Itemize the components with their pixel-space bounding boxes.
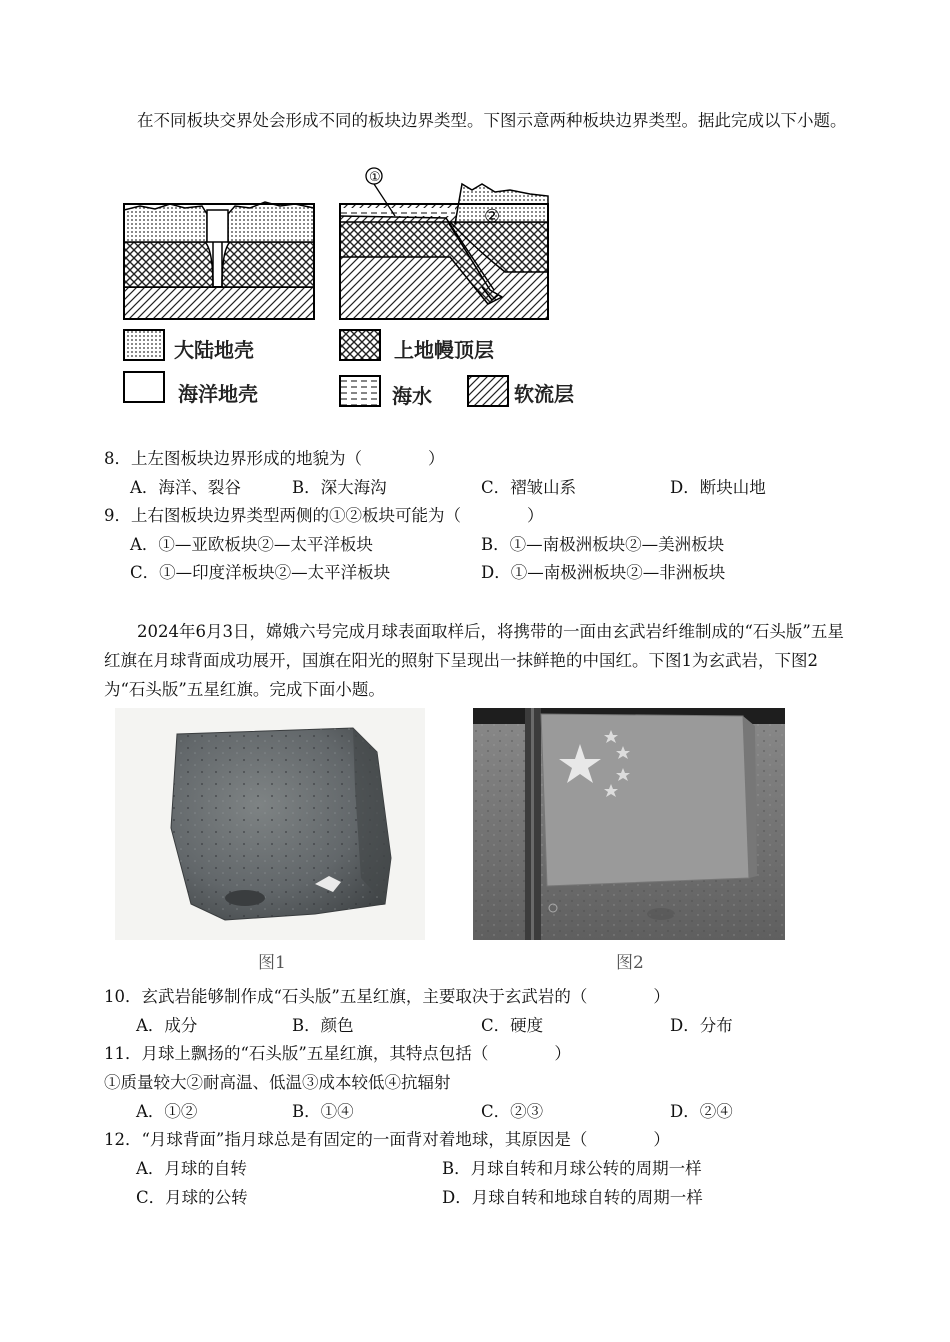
marker-1: ① (369, 170, 381, 185)
left-block-divergent (124, 202, 314, 319)
question-9-option-d: D．①—南极洲板块②—非洲板块 (481, 563, 726, 582)
legend-label-mantle: 上地幔顶层 (394, 338, 494, 362)
question-12-option-a: A．月球的自转 (136, 1159, 247, 1178)
legend-swatch-oceanic (124, 372, 164, 402)
question-12-stem: 12．“月球背面”指月球总是有固定的一面背对着地球，其原因是（ ） (104, 1130, 670, 1149)
question-11-stem: 11．月球上飘扬的“石头版”五星红旗，其特点包括（ ） (104, 1044, 571, 1063)
right-block-convergent (340, 168, 548, 319)
question-8-option-c: C．褶皱山系 (481, 478, 577, 497)
legend-label-continental: 大陆地壳 (174, 338, 254, 362)
intro-paragraph-1: 在不同板块交界处会形成不同的板块边界类型。下图示意两种板块边界类型。据此完成以下小题。 (137, 111, 847, 130)
figure-1-basalt-photo (115, 708, 425, 940)
legend-label-oceanic: 海洋地壳 (178, 382, 258, 406)
legend-swatch-seawater (340, 376, 380, 406)
question-11-option-d: D．②④ (670, 1102, 733, 1121)
question-8-option-b: B．深大海沟 (292, 478, 387, 497)
question-12-option-b: B．月球自转和月球公转的周期一样 (442, 1159, 702, 1178)
legend-label-seawater: 海水 (392, 384, 432, 408)
question-9-option-c: C．①—印度洋板块②—太平洋板块 (130, 563, 391, 582)
question-8-stem: 8．上左图板块边界形成的地貌为（ ） (104, 449, 445, 468)
question-8-option-a: A．海洋、裂谷 (130, 478, 241, 497)
figure-2-caption: 图2 (616, 953, 644, 973)
question-10-option-c: C．硬度 (481, 1016, 544, 1035)
question-11-option-c: C．②③ (481, 1102, 544, 1121)
question-11-option-b: B．①④ (292, 1102, 354, 1121)
question-12-option-c: C．月球的公转 (136, 1188, 248, 1207)
legend-swatch-continental (124, 330, 164, 360)
question-8-option-d: D．断块山地 (670, 478, 766, 497)
legend-swatch-asthenosphere (468, 376, 508, 406)
question-9-option-a: A．①—亚欧板块②—太平洋板块 (130, 535, 373, 554)
legend-swatch-mantle (340, 330, 380, 360)
question-10-option-a: A．成分 (136, 1016, 198, 1035)
question-11-items: ①质量较大②耐高温、低温③成本较低④抗辐射 (104, 1073, 451, 1092)
question-10-option-b: B．颜色 (292, 1016, 354, 1035)
intro-paragraph-2: 2024年6月3日，嫦娥六号完成月球表面取样后，将携带的一面由玄武岩纤维制成的“石头版”五星红旗在月球背面成功展开，国旗在阳光的照射下呈现出一抹鲜艳的中国红。下图1为玄武岩，下图2为“石头版”五星红旗。完成下面小题。 (104, 622, 844, 699)
legend-label-asthenosphere: 软流层 (514, 382, 574, 406)
marker-2: ② (484, 206, 501, 227)
question-9-stem: 9．上右图板块边界类型两侧的①②板块可能为（ ） (104, 506, 544, 525)
question-10-stem: 10．玄武岩能够制作成“石头版”五星红旗，主要取决于玄武岩的（ ） (104, 987, 670, 1006)
figure-2-flag-photo (473, 708, 785, 940)
question-12-option-d: D．月球自转和地球自转的周期一样 (442, 1188, 703, 1207)
figure-1-caption: 图1 (258, 953, 286, 973)
question-10-option-d: D．分布 (670, 1016, 733, 1035)
question-11-option-a: A．①② (136, 1102, 198, 1121)
question-9-option-b: B．①—南极洲板块②—美洲板块 (481, 535, 725, 554)
